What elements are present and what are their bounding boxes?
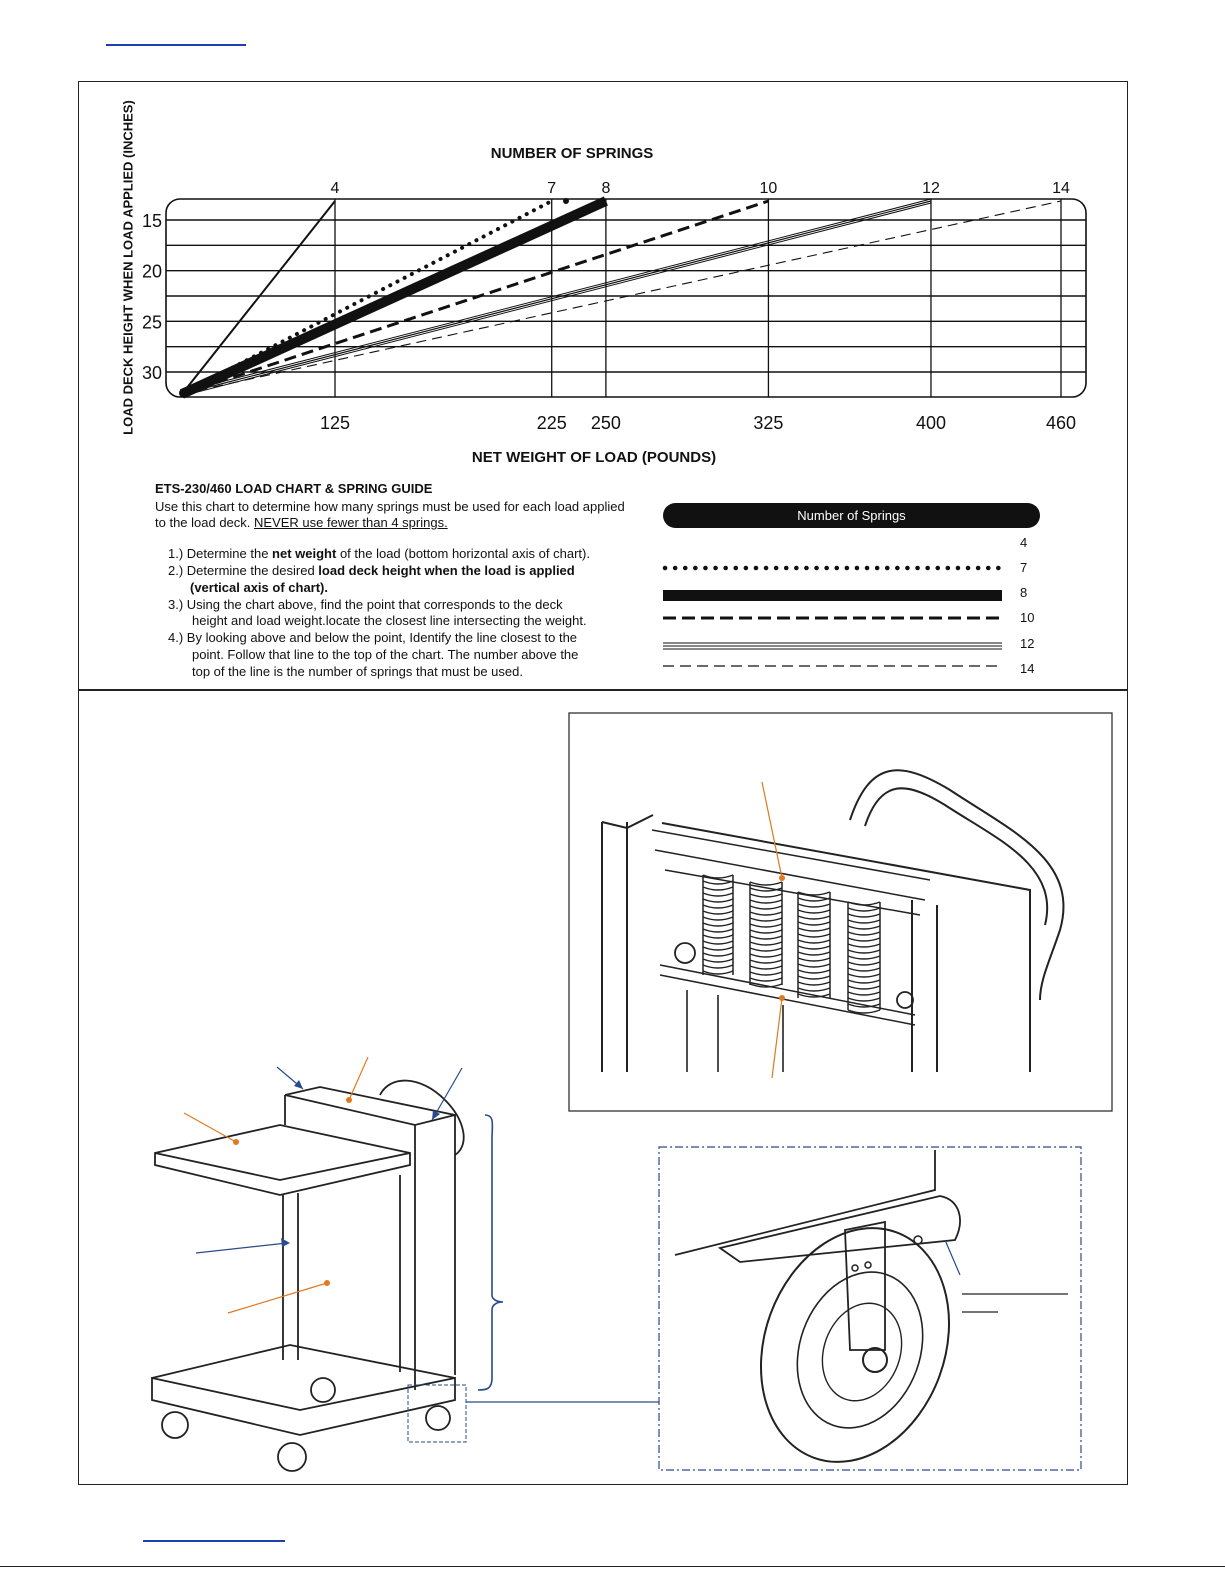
spring-coil bbox=[848, 908, 880, 911]
spring-coil bbox=[798, 952, 830, 955]
step-1-post: of the load (bottom horizontal axis of chart). bbox=[336, 546, 590, 561]
spring-coil bbox=[703, 959, 733, 962]
spring-coil bbox=[750, 924, 782, 927]
height-brace bbox=[478, 1115, 503, 1390]
spring-coil bbox=[703, 929, 733, 932]
spring-coil bbox=[798, 988, 830, 991]
spring-coil bbox=[703, 917, 733, 920]
spring-coil bbox=[703, 923, 733, 926]
caster-highlight-box bbox=[408, 1385, 466, 1442]
spring-coil bbox=[798, 958, 830, 961]
spring-coil bbox=[798, 940, 830, 943]
legend-title: Number of Springs bbox=[663, 503, 1040, 528]
chart-title: NUMBER OF SPRINGS bbox=[490, 145, 654, 162]
spring-coil bbox=[798, 928, 830, 931]
spring-coil bbox=[750, 894, 782, 897]
spring-coil bbox=[848, 944, 880, 947]
x-tick-label: 460 bbox=[1045, 413, 1077, 433]
spring-coil bbox=[848, 914, 880, 917]
spring-coil bbox=[848, 920, 880, 923]
spring-coil bbox=[750, 948, 782, 951]
spring-coil bbox=[750, 954, 782, 957]
spring-coil bbox=[798, 922, 830, 925]
y-tick-label: 30 bbox=[141, 363, 162, 383]
spring-coil bbox=[750, 918, 782, 921]
x-tick-label: 225 bbox=[536, 413, 567, 433]
spring-coil bbox=[798, 910, 830, 913]
caster-detail-figure bbox=[659, 1147, 1081, 1489]
spring-coil bbox=[798, 934, 830, 937]
x-tick-label: 400 bbox=[915, 413, 946, 433]
legend-label-4: 4 bbox=[1020, 535, 1028, 550]
spring-coil bbox=[848, 986, 880, 989]
spring-coil bbox=[848, 950, 880, 953]
step-3-line2: height and load weight.locate the closest line intersecting the weight. bbox=[192, 613, 587, 628]
spring-coil bbox=[750, 912, 782, 915]
top-tick-label: 14 bbox=[1052, 180, 1070, 197]
spring-coil bbox=[703, 935, 733, 938]
spring-coil bbox=[798, 976, 830, 979]
chart-x-label: NET WEIGHT OF LOAD (POUNDS) bbox=[471, 449, 717, 466]
spring-coil bbox=[703, 911, 733, 914]
top-tick-label: 7 bbox=[547, 180, 557, 197]
spring-coil bbox=[703, 953, 733, 956]
spring-coil bbox=[703, 965, 733, 968]
guide-title: ETS-230/460 LOAD CHART & SPRING GUIDE bbox=[155, 481, 433, 496]
spring-coil bbox=[750, 942, 782, 945]
top-tick-label: 8 bbox=[601, 180, 611, 197]
step-4-line3: top of the line is the number of springs that must be used. bbox=[192, 664, 523, 679]
spring-3 bbox=[798, 892, 830, 998]
spring-coil bbox=[798, 946, 830, 949]
step-1-pre: 1.) Determine the bbox=[168, 546, 273, 561]
spring-coil bbox=[848, 926, 880, 929]
x-tick-label: 325 bbox=[753, 413, 784, 433]
spring-coil bbox=[750, 966, 782, 969]
legend-label-14: 14 bbox=[1020, 661, 1035, 676]
legend-label-7: 7 bbox=[1020, 560, 1028, 575]
spring-coil bbox=[703, 887, 733, 890]
spring-coil bbox=[703, 941, 733, 944]
cart-figure bbox=[152, 1081, 464, 1471]
spring-coil bbox=[750, 978, 782, 981]
spring-coil bbox=[798, 970, 830, 973]
x-tick-label: 125 bbox=[319, 413, 351, 433]
step-2-pre: 2.) Determine the desired bbox=[168, 563, 319, 578]
step-1-bold: net weight bbox=[272, 546, 337, 561]
spring-coil bbox=[848, 974, 880, 977]
spring-coil bbox=[703, 899, 733, 902]
spring-coil bbox=[750, 882, 782, 885]
top-tick-label: 10 bbox=[759, 180, 778, 197]
step-4-line1: 4.) By looking above and below the point, Identify the line closest to the bbox=[168, 630, 578, 645]
guide-warning: NEVER use fewer than 4 springs. bbox=[254, 515, 448, 530]
step-2-bold: load deck height when the load is applied bbox=[318, 563, 575, 578]
spring-coil bbox=[848, 980, 880, 983]
spring-coil bbox=[798, 904, 830, 907]
y-tick-label: 25 bbox=[141, 312, 162, 333]
chart-y-label: LOAD DECK HEIGHT WHEN LOAD APPLIED (INCHES) bbox=[120, 100, 136, 435]
guide-intro-text: Use this chart to determine how many springs must be used for each load applied to the load deck. bbox=[155, 499, 625, 530]
spring-coil bbox=[798, 916, 830, 919]
y-tick-label: 20 bbox=[141, 261, 162, 282]
legend-label-10: 10 bbox=[1020, 610, 1035, 625]
spring-coil bbox=[703, 893, 733, 896]
spring-coil bbox=[750, 936, 782, 939]
step-3-line1: 3.) Using the chart above, find the point that corresponds to the deck bbox=[168, 597, 563, 612]
top-tick-label: 12 bbox=[922, 180, 940, 197]
spring-coil bbox=[750, 972, 782, 975]
legend-label-12: 12 bbox=[1020, 636, 1035, 651]
spring-coil bbox=[848, 968, 880, 971]
spring-coils bbox=[703, 875, 880, 1013]
step-2-line2: (vertical axis of chart). bbox=[190, 580, 328, 595]
spring-coil bbox=[848, 998, 880, 1001]
step-4-line2: point. Follow that line to the top of the chart. The number above the bbox=[192, 647, 579, 662]
spring-coil bbox=[750, 960, 782, 963]
spring-coil bbox=[750, 930, 782, 933]
spring-coil bbox=[750, 906, 782, 909]
spring-coil bbox=[848, 992, 880, 995]
spring-coil bbox=[798, 964, 830, 967]
spring-coil bbox=[848, 932, 880, 935]
top-tick-label: 4 bbox=[330, 180, 340, 197]
legend-label-8: 8 bbox=[1020, 585, 1028, 600]
x-tick-label: 250 bbox=[590, 413, 621, 433]
spring-coil bbox=[750, 900, 782, 903]
spring-coil bbox=[848, 938, 880, 941]
y-tick-label: 15 bbox=[141, 211, 162, 231]
spring-coil bbox=[703, 905, 733, 908]
spring-coil bbox=[848, 962, 880, 965]
spring-coil bbox=[848, 956, 880, 959]
spring-coil bbox=[703, 947, 733, 950]
spring-coil bbox=[798, 982, 830, 985]
spring-detail-figure bbox=[569, 713, 1112, 1111]
